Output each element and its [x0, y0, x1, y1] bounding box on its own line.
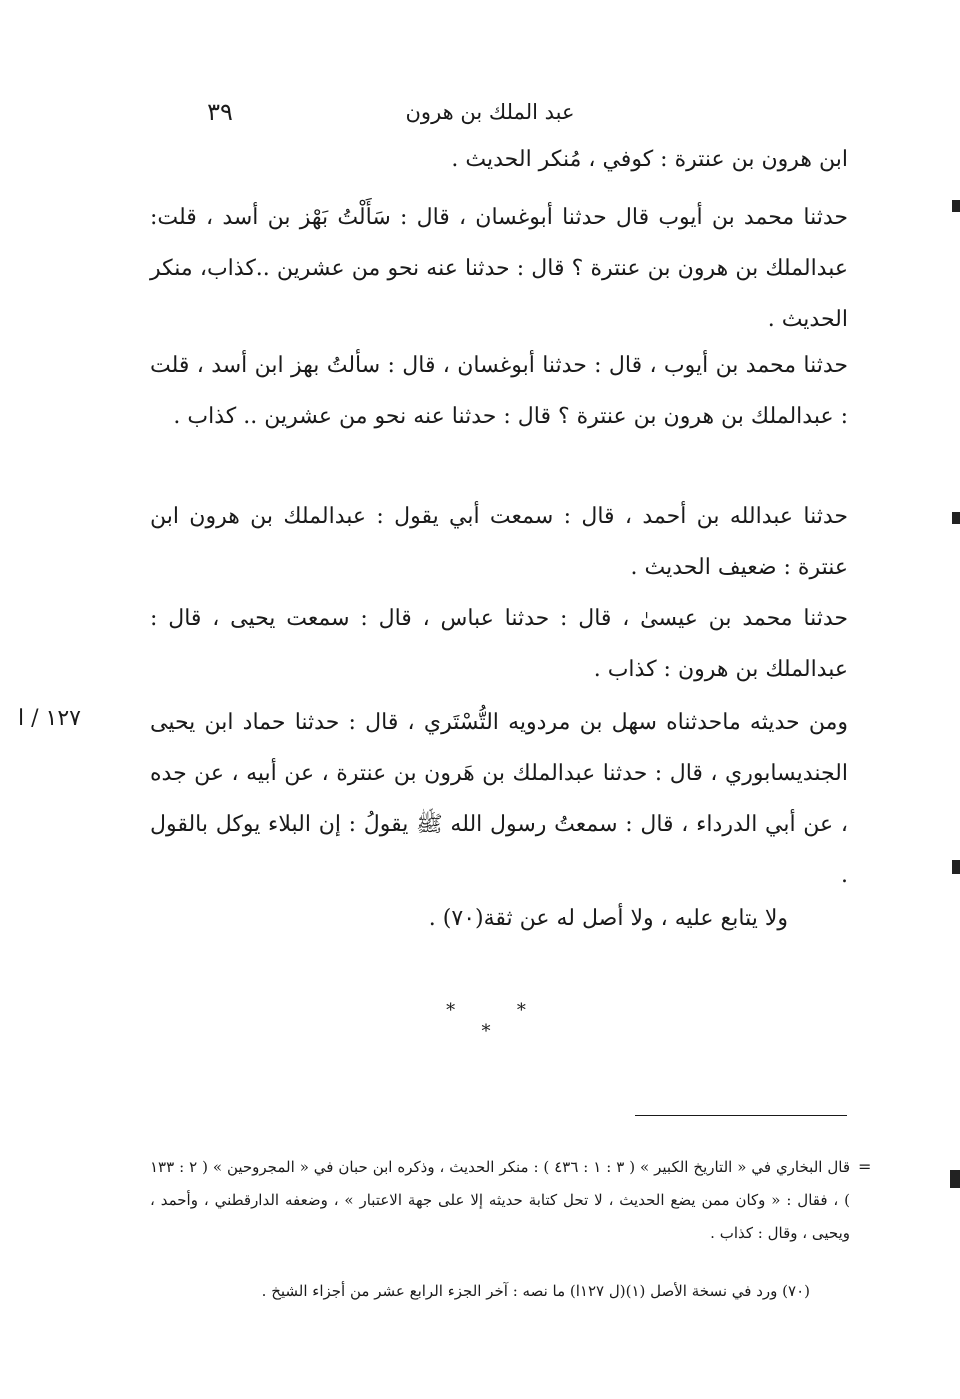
footnote-text: (٧٠) ورد في نسخة الأصل (١)(ل ١٢٧ا) ما نصه : آخر الجزء الرابع عشر من أجزاء الشيخ . [261, 1282, 810, 1300]
paragraph-5 [150, 697, 848, 901]
scan-edge-mark [950, 1170, 960, 1188]
footnote-70 [150, 1275, 850, 1308]
scan-edge-mark [952, 860, 960, 874]
paragraph-4 [150, 593, 848, 695]
scan-edge-mark [952, 200, 960, 212]
footnote-text: قال البخاري في « التاريخ الكبير » ( ٣ : ١ : ٤٣٦ ) : منكر الحديث ، وذكره ابن حبان في « المجروحين » ( ٢ : ١٣٣ ) ، فقال : « وكان ممن يضع الحديث ، لا تحل كتابة حديثه إلا على جهة الاعتبار » ، وضعفه الدارقطني ، وأحمد ، ويحيى ، وقال : كذاب . [150, 1158, 851, 1242]
paragraph-3 [150, 491, 848, 593]
page-number: ٣٩ [207, 98, 233, 126]
footnote-continuation-marker: = [858, 1157, 872, 1176]
running-header-title: عبد الملك بن هرون [405, 100, 575, 124]
paragraph-text: ومن حديثه ماحدثناه سهل بن مردويه التُّسْتَري ، قال : حدثنا حماد ابن يحيى الجنديسابوري ، قال : حدثنا عبدالملك بن هَرون بن عنترة ، عن أبيه ، عن جده ، عن أبي الدرداء ، قال : سمعتُ رسول الله ﷺ يقولُ : إن البلاء يوكل بالقول . [150, 710, 848, 888]
manuscript-folio-reference: ١٢٧ / ا [18, 706, 81, 731]
paragraph-text: حدثنا محمد بن أيوب ، قال : حدثنا أبوغسان ، قال : سألتُ بهز ابن أسد ، قلت : عبدالملك بن هرون بن عنترة ؟ قال : حدثنا عنه نحو من عشرين .. كذاب . [150, 353, 848, 429]
footnote-continuation [150, 1151, 850, 1250]
paragraph-text: ولا يتابع عليه ، ولا أصل له عن ثقة(٧٠) . [428, 906, 788, 931]
paragraph-text: حدثنا عبدالله بن أحمد ، قال : سمعت أبي يقول : عبدالملك بن هرون ابن عنترة : ضعيف الحديث . [150, 504, 848, 580]
scan-edge-mark [952, 512, 960, 524]
paragraph-text: حدثنا محمد بن عيسىٰ ، قال : حدثنا عباس ، قال : سمعت يحيى ، قال : عبدالملك بن هرون : كذاب . [150, 606, 848, 682]
paragraph-2 [150, 340, 848, 442]
paragraph-text: حدثنا محمد بن أيوب قال حدثنا أبوغسان ، قال : سَأَلْتُ بَهْز بن أسد ، قلت: عبدالملك بن هرون بن عنترة ؟ قال : حدثنا عنه نحو من عشرين ..كذاب، منكر الحديث . [150, 205, 848, 332]
paragraph-1 [150, 192, 848, 345]
opening-line: ابن هرون بن عنترة : كوفي ، مُنكر الحديث . [451, 147, 848, 172]
section-separator: * * * [446, 1000, 554, 1042]
paragraph-6 [150, 893, 848, 944]
footnote-divider [635, 1115, 847, 1116]
